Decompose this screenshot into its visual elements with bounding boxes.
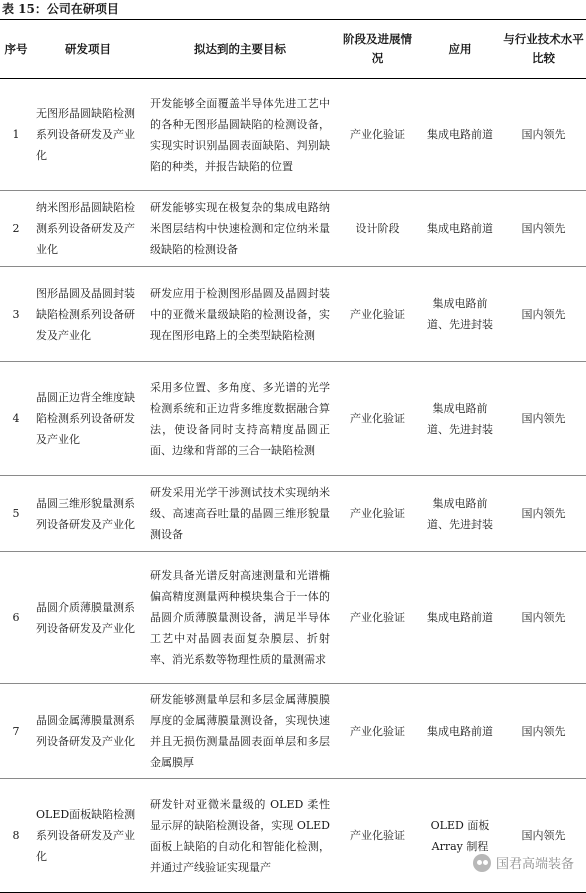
- table-caption: 表 15：公司在研项目: [0, 0, 586, 20]
- header-stage: 阶段及进展情况: [336, 20, 419, 79]
- row-comparison: 国内领先: [501, 684, 586, 779]
- row-application: [419, 267, 501, 362]
- research-projects-table: [0, 20, 586, 893]
- row-goal: 研发应用于检测图形晶圆及晶圆封装中的亚微米量级缺陷的检测设备，实现在图形电路上的全类型缺陷检测: [144, 267, 336, 362]
- row-seq: 3: [0, 267, 32, 362]
- watermark-text: 国君高端装备: [495, 857, 574, 872]
- row-goal: 研发能够测量单层和多层金属薄膜膜厚度的金属薄膜量测设备，实现快速并且无损伤测量晶圆表面单层和多层金属膜厚: [144, 684, 336, 779]
- row-goal: 研发具备光谱反射高速测量和光谱椭偏高精度测量两种模块集合于一体的晶圆介质薄膜量测设备，满足半导体工艺中对晶圆表面复杂膜层、折射率、消光系数等物理性质的量测需求: [144, 552, 336, 684]
- row-goal: 开发能够全面覆盖半导体先进工艺中的各种无图形晶圆缺陷的检测设备，实现实时识别晶圆表面缺陷、判别缺陷的种类，并报告缺陷的位置: [144, 79, 336, 191]
- row-application: [419, 191, 501, 267]
- row-project: 纳米图形晶圆缺陷检测系列设备研发及产业化: [32, 191, 144, 267]
- row-seq: 2: [0, 191, 32, 267]
- row-application: [419, 476, 501, 552]
- table-row: [0, 684, 586, 779]
- row-project: 图形晶圆及晶圆封装缺陷检测系列设备研发及产业化: [32, 267, 144, 362]
- watermark: [473, 853, 574, 872]
- row-application-line: 集成电路前: [432, 496, 488, 510]
- row-stage: 产业化验证: [336, 779, 419, 893]
- header-seq: 序号: [0, 20, 32, 79]
- row-application-line: 集成电路前: [432, 401, 488, 415]
- row-application: [419, 552, 501, 684]
- row-stage: 产业化验证: [336, 79, 419, 191]
- row-application-line: 道、先进封装: [427, 318, 493, 331]
- row-seq: 4: [0, 362, 32, 476]
- row-application: [419, 779, 501, 893]
- row-project: 晶圆三维形貌量测系列设备研发及产业化: [32, 476, 144, 552]
- row-project: 晶圆正边背全维度缺陷检测系列设备研发及产业化: [32, 362, 144, 476]
- row-stage: 设计阶段: [336, 191, 419, 267]
- row-comparison: 国内领先: [501, 267, 586, 362]
- row-goal: 采用多位置、多角度、多光谱的光学检测系统和正边背多维度数据融合算法，使设备同时支持高精度晶圆正面、边缘和背部的三合一缺陷检测: [144, 362, 336, 476]
- row-project: 无图形晶圆缺陷检测系列设备研发及产业化: [32, 79, 144, 191]
- row-stage: 产业化验证: [336, 552, 419, 684]
- row-application-line: 集成电路前道: [427, 611, 493, 624]
- row-application-line: 集成电路前道: [427, 222, 493, 235]
- row-goal: 研发能够实现在极复杂的集成电路纳米图层结构中快速检测和定位纳米量级缺陷的检测设备: [144, 191, 336, 267]
- row-application-line: Array 制程: [431, 839, 489, 853]
- row-stage: 产业化验证: [336, 684, 419, 779]
- row-comparison: 国内领先: [501, 552, 586, 684]
- row-project: 晶圆介质薄膜量测系列设备研发及产业化: [32, 552, 144, 684]
- row-project: OLED面板缺陷检测系列设备研发及产业化: [32, 779, 144, 893]
- row-seq: 6: [0, 552, 32, 684]
- row-stage: 产业化验证: [336, 476, 419, 552]
- row-seq: 8: [0, 779, 32, 893]
- table-row: [0, 362, 586, 476]
- table-row: [0, 267, 586, 362]
- row-comparison: 国内领先: [501, 79, 586, 191]
- header-goal: 拟达到的主要目标: [144, 20, 336, 79]
- row-comparison: 国内领先: [501, 779, 586, 893]
- table-row: [0, 552, 586, 684]
- row-application-line: 集成电路前道: [427, 128, 493, 141]
- row-application-line: OLED 面板: [430, 818, 490, 832]
- row-seq: 7: [0, 684, 32, 779]
- row-project: 晶圆金属薄膜量测系列设备研发及产业化: [32, 684, 144, 779]
- table-row: [0, 191, 586, 267]
- row-seq: 5: [0, 476, 32, 552]
- row-application-line: 道、先进封装: [427, 517, 493, 531]
- row-application: [419, 684, 501, 779]
- row-seq: 1: [0, 79, 32, 191]
- row-application: [419, 362, 501, 476]
- row-stage: 产业化验证: [336, 362, 419, 476]
- header-comparison: 与行业技术水平比较: [501, 20, 586, 79]
- row-application-line: 集成电路前道: [427, 724, 493, 738]
- table-row: [0, 79, 586, 191]
- row-application: [419, 79, 501, 191]
- table-header-row: [0, 20, 586, 79]
- table-row: [0, 779, 586, 893]
- header-application: 应用: [419, 20, 501, 79]
- row-stage: 产业化验证: [336, 267, 419, 362]
- row-comparison: 国内领先: [501, 362, 586, 476]
- wechat-icon: [473, 854, 491, 872]
- header-project: 研发项目: [32, 20, 144, 79]
- row-application-line: 道、先进封装: [427, 422, 493, 436]
- row-comparison: 国内领先: [501, 191, 586, 267]
- row-goal: 研发针对亚微米量级的 OLED 柔性显示屏的缺陷检测设备，实现 OLED 面板上缺陷的自动化和智能化检测，并通过产线验证实现量产: [144, 779, 336, 893]
- row-application-line: 集成电路前: [432, 297, 488, 310]
- row-goal: 研发采用光学干涉测试技术实现纳米级、高速高吞吐量的晶圆三维形貌量测设备: [144, 476, 336, 552]
- table-row: [0, 476, 586, 552]
- row-comparison: 国内领先: [501, 476, 586, 552]
